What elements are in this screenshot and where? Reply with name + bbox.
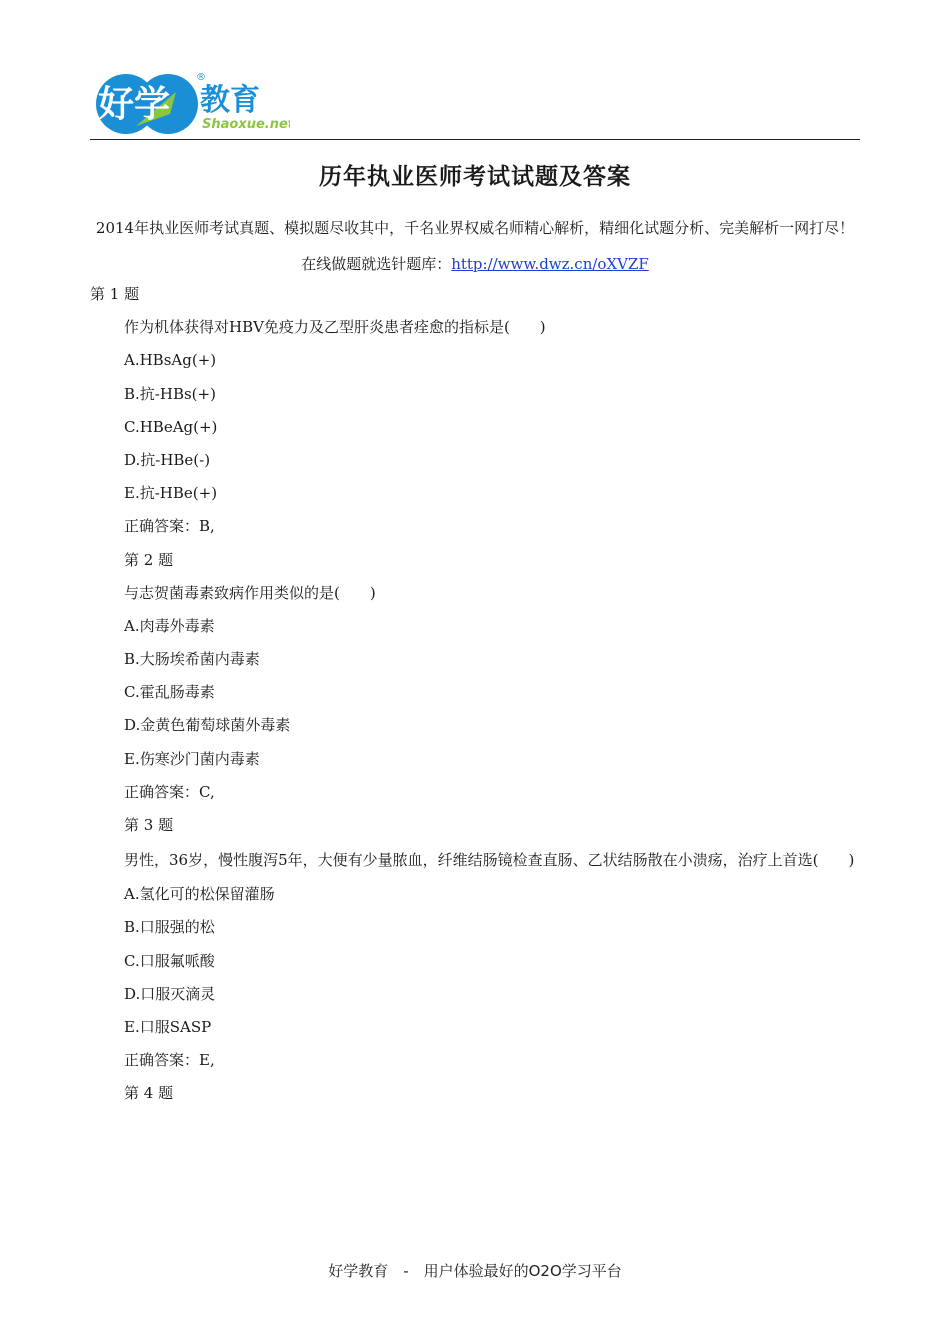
option-item: E.抗-HBe(+) bbox=[124, 484, 218, 503]
option-item: E.口服SASP bbox=[124, 1017, 212, 1036]
option-item: A.氢化可的松保留灌肠 bbox=[124, 885, 275, 904]
page-footer: 好学教育 - 用户体验最好的O2O学习平台 bbox=[328, 1262, 622, 1280]
question-stem: 作为机体获得对HBV免疫力及乙型肝炎患者痊愈的指标是( ) bbox=[124, 318, 546, 337]
correct-answer: 正确答案：B, bbox=[124, 517, 215, 536]
page-title: 历年执业医师考试试题及答案 bbox=[319, 163, 631, 190]
question-stem: 男性，36岁，慢性腹泻5年，大便有少量脓血，纤维结肠镜检查直肠、乙状结肠散在小溃疡，治疗上首选( ) bbox=[124, 851, 855, 870]
question-heading: 第 1 题 bbox=[90, 285, 140, 303]
option-item: A.肉毒外毒素 bbox=[124, 616, 215, 635]
intro-text: 2014年执业医师考试真题、模拟题尽收其中，千名业界权威名师精心解析，精细化试题分析、完美解析一网打尽！在线做题就选针题库： bbox=[95, 219, 855, 273]
option-item: D.金黄色葡萄球菌外毒素 bbox=[124, 716, 291, 735]
logo-registered-mark: ® bbox=[196, 72, 206, 83]
shaoxue-logo bbox=[90, 66, 290, 142]
question-heading: 第 4 题 bbox=[124, 1084, 174, 1103]
option-item: B.口服强的松 bbox=[124, 918, 215, 937]
option-item: A.HBsAg(+) bbox=[124, 351, 217, 370]
logo-brand-cn2: 教育 bbox=[200, 83, 260, 118]
logo-domain: Shaoxue.net bbox=[202, 117, 290, 132]
correct-answer: 正确答案：C, bbox=[124, 782, 215, 801]
option-item: E.伤寒沙门菌内毒素 bbox=[124, 749, 260, 768]
question-stem: 与志贺菌毒素致病作用类似的是( ) bbox=[124, 583, 376, 602]
option-item: B.抗-HBs(+) bbox=[124, 384, 216, 403]
header-rule bbox=[90, 139, 860, 140]
option-item: C.口服氟哌酸 bbox=[124, 951, 215, 970]
question-list bbox=[90, 278, 860, 1111]
option-item: B.大肠埃希菌内毒素 bbox=[124, 650, 260, 669]
option-item: C.霍乱肠毒素 bbox=[124, 683, 215, 702]
question-heading: 第 2 题 bbox=[124, 550, 174, 569]
option-item: D.口服灭滴灵 bbox=[124, 984, 216, 1003]
option-item: D.抗-HBe(-) bbox=[124, 450, 211, 469]
tiku-link[interactable]: http://www.dwz.cn/oXVZF bbox=[451, 255, 649, 273]
intro-paragraph bbox=[90, 210, 860, 282]
logo-brand-cn: 好学 bbox=[98, 84, 171, 125]
correct-answer: 正确答案：E, bbox=[124, 1051, 215, 1070]
option-item: C.HBeAg(+) bbox=[124, 417, 218, 436]
question-heading: 第 3 题 bbox=[124, 816, 174, 834]
